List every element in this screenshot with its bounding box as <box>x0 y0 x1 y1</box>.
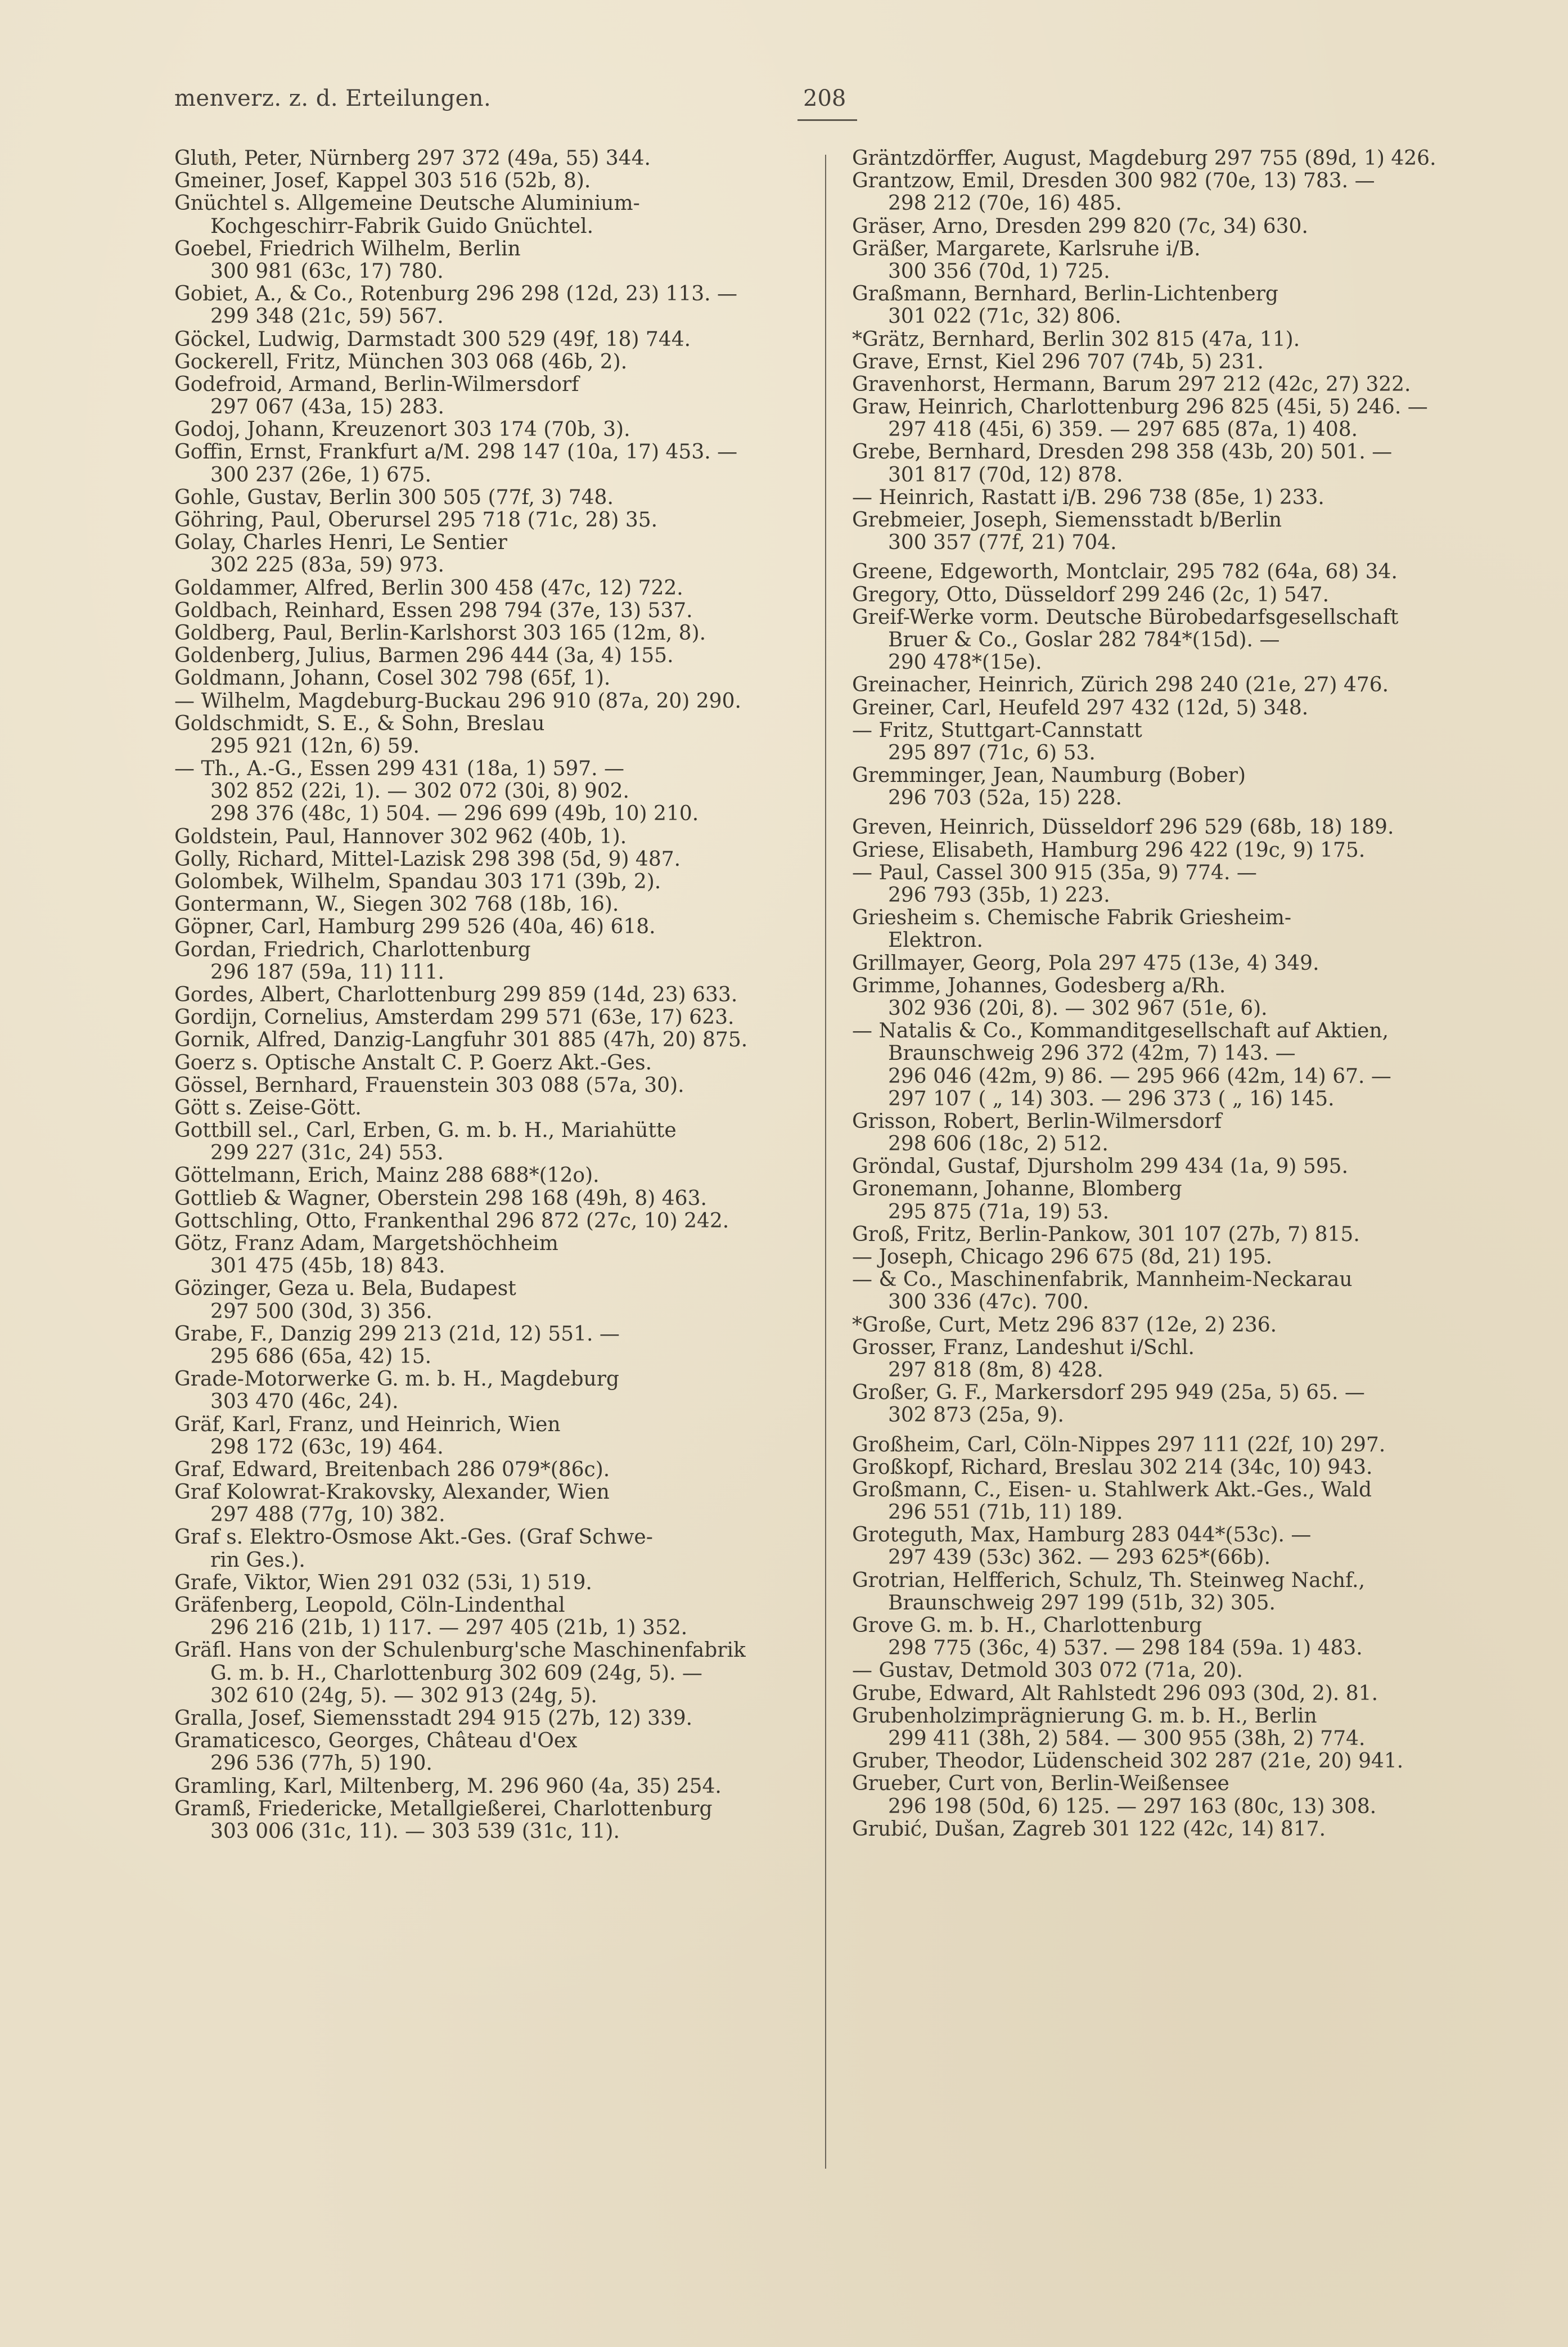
index-entry-line: Gohle, Gustav, Berlin 300 505 (77f, 3) 748. <box>174 485 614 509</box>
page-header <box>174 84 905 129</box>
index-entry-line: Grisson, Robert, Berlin-Wilmersdorf <box>852 1109 1222 1133</box>
index-entry-line: — Joseph, Chicago 296 675 (8d, 21) 195. <box>852 1246 1273 1269</box>
index-entry-line: Goldammer, Alfred, Berlin 300 458 (47c, 12) 722. <box>174 576 683 600</box>
index-entry-line: Gözinger, Geza u. Bela, Budapest <box>174 1277 516 1301</box>
entry-continuation-line: 299 227 (31c, 24) 553. <box>210 1141 444 1165</box>
entry-continuation-line: 302 936 (20i, 8). — 302 967 (51e, 6). <box>888 996 1268 1020</box>
index-entry-line: Goebel, Friedrich Wilhelm, Berlin <box>174 237 521 260</box>
index-entry-line: Gralla, Josef, Siemensstadt 294 915 (27b, 12) 339. <box>174 1706 693 1730</box>
index-entry-line: Gössel, Bernhard, Frauenstein 303 088 (57a, 30). <box>174 1073 684 1097</box>
index-entry-line: — Natalis & Co., Kommanditgesellschaft auf Aktien, <box>852 1019 1389 1043</box>
index-entry-line: Gordijn, Cornelius, Amsterdam 299 571 (63e, 17) 623. <box>174 1006 735 1029</box>
page-number: 208 <box>803 86 846 111</box>
index-entry-line: Grove G. m. b. H., Charlottenburg <box>852 1614 1202 1637</box>
index-entry-line: Graf, Edward, Breitenbach 286 079*(86c). <box>174 1458 610 1481</box>
index-entry-line: Greinacher, Heinrich, Zürich 298 240 (21e, 27) 476. <box>852 673 1389 697</box>
index-entry-line: — & Co., Maschinenfabrik, Mannheim-Neckarau <box>852 1268 1353 1292</box>
entry-continuation-line: Kochgeschirr-Fabrik Guido Gnüchtel. <box>210 214 594 238</box>
entry-continuation-line: 295 897 (71c, 6) 53. <box>888 741 1096 765</box>
index-entry-line: Gockerell, Fritz, München 303 068 (46b, 2). <box>174 350 628 374</box>
index-entry-line: Grueber, Curt von, Berlin-Weißensee <box>852 1772 1229 1796</box>
index-entry-line: Gramß, Friedericke, Metallgießerei, Charlottenburg <box>174 1797 713 1820</box>
entry-continuation-line: Bruer & Co., Goslar 282 784*(15d). — <box>888 628 1280 651</box>
index-entry-line: — Paul, Cassel 300 915 (35a, 9) 774. — <box>852 861 1257 884</box>
index-entry-line: Groß, Fritz, Berlin-Pankow, 301 107 (27b, 7) 815. <box>852 1222 1360 1246</box>
entry-continuation-line: 298 172 (63c, 19) 464. <box>210 1435 444 1459</box>
entry-continuation-line: Braunschweig 296 372 (42m, 7) 143. — <box>888 1042 1296 1065</box>
index-entry-line: Göpner, Carl, Hamburg 299 526 (40a, 46) 618. <box>174 915 656 939</box>
entry-continuation-line: 302 610 (24g, 5). — 302 913 (24g, 5). <box>210 1684 597 1707</box>
entry-continuation-line: 295 875 (71a, 19) 53. <box>888 1200 1110 1224</box>
index-entry-line: Graf Kolowrat-Krakovsky, Alexander, Wien <box>174 1481 610 1504</box>
entry-continuation-line: 300 357 (77f, 21) 704. <box>888 531 1117 555</box>
entry-continuation-line: 298 606 (18c, 2) 512. <box>888 1132 1109 1156</box>
index-entry-line: Grubenholzimprägnierung G. m. b. H., Berlin <box>852 1704 1317 1728</box>
entry-continuation-line: 297 500 (30d, 3) 356. <box>210 1300 432 1323</box>
index-entry-line: Graßmann, Bernhard, Berlin-Lichtenberg <box>852 282 1278 306</box>
entry-continuation-line: 303 470 (46c, 24). <box>210 1390 399 1414</box>
index-entry-line: Grillmayer, Georg, Pola 297 475 (13e, 4) 349. <box>852 951 1319 975</box>
index-entry-line: *Große, Curt, Metz 296 837 (12e, 2) 236. <box>852 1313 1277 1337</box>
index-entry-line: Gottlieb & Wagner, Oberstein 298 168 (49h, 8) 463. <box>174 1186 707 1210</box>
entry-continuation-line: 300 981 (63c, 17) 780. <box>210 259 444 283</box>
index-entry-line: — Fritz, Stuttgart-Cannstatt <box>852 718 1142 742</box>
index-entry-line: Gött s. Zeise-Gött. <box>174 1096 362 1119</box>
index-entry-line: Grave, Ernst, Kiel 296 707 (74b, 5) 231. <box>852 350 1264 374</box>
index-entry-line: Gnüchtel s. Allgemeine Deutsche Aluminium- <box>174 192 640 215</box>
entry-continuation-line: rin Ges.). <box>210 1548 305 1572</box>
index-entry-line: Gottbill sel., Carl, Erben, G. m. b. H., Mariahütte <box>174 1119 677 1143</box>
index-entry-line: — Gustav, Detmold 303 072 (71a, 20). <box>852 1659 1243 1683</box>
index-entry-line: Greif-Werke vorm. Deutsche Bürobedarfsgesellschaft <box>852 605 1399 629</box>
index-entry-line: — Wilhelm, Magdeburg-Buckau 296 910 (87a, 20) 290. <box>174 689 741 713</box>
index-entry-line: Griesheim s. Chemische Fabrik Griesheim- <box>852 906 1292 930</box>
index-entry-line: Gruber, Theodor, Lüdenscheid 302 287 (21e, 20) 941. <box>852 1750 1404 1773</box>
index-entry-line: Goldbach, Reinhard, Essen 298 794 (37e, 13) 537. <box>174 599 693 622</box>
entry-continuation-line: Braunschweig 297 199 (51b, 32) 305. <box>888 1591 1276 1615</box>
index-entry-line: Gräf, Karl, Franz, und Heinrich, Wien <box>174 1413 561 1436</box>
index-entry-line: Graw, Heinrich, Charlottenburg 296 825 (45i, 5) 246. — <box>852 395 1428 419</box>
index-entry-line: Griese, Elisabeth, Hamburg 296 422 (19c, 9) 175. <box>852 838 1366 862</box>
entry-continuation-line: 301 817 (70d, 12) 878. <box>888 463 1123 487</box>
index-entry-line: Greven, Heinrich, Düsseldorf 296 529 (68b, 18) 189. <box>852 816 1394 839</box>
column-divider <box>825 155 826 2169</box>
index-entry-line: Goldberg, Paul, Berlin-Karlshorst 303 165 (12m, 8). <box>174 621 706 645</box>
paper-stain <box>213 156 219 164</box>
index-entry-line: Göttelmann, Erich, Mainz 288 688*(12o). <box>174 1164 600 1188</box>
index-entry-line: Golly, Richard, Mittel-Lazisk 298 398 (5d, 9) 487. <box>174 847 681 871</box>
entry-continuation-line: 297 488 (77g, 10) 382. <box>210 1503 445 1527</box>
index-entry-line: Goldstein, Paul, Hannover 302 962 (40b, 1). <box>174 825 627 848</box>
index-entry-line: Großheim, Carl, Cöln-Nippes 297 111 (22f, 10) 297. <box>852 1433 1386 1456</box>
entry-continuation-line: 296 536 (77h, 5) 190. <box>210 1752 432 1775</box>
index-entry-line: Gordan, Friedrich, Charlottenburg <box>174 938 531 961</box>
index-entry-line: Grebe, Bernhard, Dresden 298 358 (43b, 20) 501. — <box>852 440 1393 464</box>
index-entry-line: Greene, Edgeworth, Montclair, 295 782 (64a, 68) 34. <box>852 560 1398 584</box>
entry-continuation-line: 302 225 (83a, 59) 973. <box>210 554 444 577</box>
entry-continuation-line: 297 107 ( „ 14) 303. — 296 373 ( „ 16) 145. <box>888 1087 1335 1110</box>
entry-continuation-line: 296 216 (21b, 1) 117. — 297 405 (21b, 1) 352. <box>210 1616 688 1640</box>
entry-continuation-line: 299 411 (38h, 2) 584. — 300 955 (38h, 2) 774. <box>888 1726 1366 1750</box>
index-entry-line: Grotrian, Helfferich, Schulz, Th. Steinweg Nachf., <box>852 1568 1366 1592</box>
index-entry-line: Göhring, Paul, Oberursel 295 718 (71c, 28) 35. <box>174 509 658 532</box>
page-number-rule <box>797 119 857 121</box>
index-entry-line: Gräntzdörffer, August, Magdeburg 297 755 (89d, 1) 426. <box>852 147 1436 170</box>
index-entry-line: Gottschling, Otto, Frankenthal 296 872 (27c, 10) 242. <box>174 1209 729 1233</box>
index-entry-line: Grade-Motorwerke G. m. b. H., Magdeburg <box>174 1368 619 1391</box>
entry-continuation-line: Elektron. <box>888 929 983 952</box>
index-entry-line: Gräßer, Margarete, Karlsruhe i/B. <box>852 237 1201 260</box>
entry-continuation-line: 296 793 (35b, 1) 223. <box>888 884 1110 907</box>
index-entry-line: Gregory, Otto, Düsseldorf 299 246 (2c, 1) 547. <box>852 583 1330 606</box>
entry-continuation-line: 296 198 (50d, 6) 125. — 297 163 (80c, 13) 308. <box>888 1795 1377 1818</box>
index-entry-line: Gluth, Peter, Nürnberg 297 372 (49a, 55) 344. <box>174 147 651 170</box>
right-column <box>852 147 1533 1841</box>
index-entry-line: Gravenhorst, Hermann, Barum 297 212 (42c, 27) 322. <box>852 372 1411 396</box>
entry-continuation-line: 295 686 (65a, 42) 15. <box>210 1345 432 1368</box>
entry-continuation-line: 298 376 (48c, 1) 504. — 296 699 (49b, 10) 210. <box>210 802 699 826</box>
entry-continuation-line: 295 921 (12n, 6) 59. <box>210 734 420 758</box>
index-entry-line: Greiner, Carl, Heufeld 297 432 (12d, 5) 348. <box>852 696 1309 720</box>
index-entry-line: Gramling, Karl, Miltenberg, M. 296 960 (4a, 35) 254. <box>174 1774 722 1798</box>
index-entry-line: Gontermann, W., Siegen 302 768 (18b, 16). <box>174 893 619 916</box>
index-entry-line: Gröndal, Gustaf, Djursholm 299 434 (1a, 9) 595. <box>852 1155 1349 1179</box>
entry-continuation-line: 299 348 (21c, 59) 567. <box>210 305 444 329</box>
index-entry-line: Grafe, Viktor, Wien 291 032 (53i, 1) 519. <box>174 1571 592 1594</box>
index-entry-line: Götz, Franz Adam, Margetshöchheim <box>174 1232 558 1255</box>
entry-continuation-line: 300 356 (70d, 1) 725. <box>888 259 1110 283</box>
index-entry-line: Gornik, Alfred, Danzig-Langfuhr 301 885 (47h, 20) 875. <box>174 1028 748 1052</box>
index-entry-line: Goffin, Ernst, Frankfurt a/M. 298 147 (10a, 17) 453. — <box>174 440 738 464</box>
index-entry-line: — Th., A.-G., Essen 299 431 (18a, 1) 597. — <box>174 757 625 781</box>
index-entry-line: Gräser, Arno, Dresden 299 820 (7c, 34) 630. <box>852 214 1308 238</box>
index-entry-line: Grabe, F., Danzig 299 213 (21d, 12) 551. — <box>174 1322 620 1346</box>
entry-continuation-line: 302 873 (25a, 9). <box>888 1404 1064 1427</box>
entry-continuation-line: 301 022 (71c, 32) 806. <box>888 305 1121 329</box>
entry-continuation-line: 297 818 (8m, 8) 428. <box>888 1358 1103 1382</box>
entry-continuation-line: 296 187 (59a, 11) 111. <box>210 960 444 984</box>
index-entry-line: Großkopf, Richard, Breslau 302 214 (34c, 10) 943. <box>852 1455 1373 1479</box>
index-entry-line: Göckel, Ludwig, Darmstadt 300 529 (49f, 18) 744. <box>174 327 691 351</box>
index-entry-line: Grubić, Dušan, Zagreb 301 122 (42c, 14) 817. <box>852 1817 1326 1841</box>
index-entry-line: Gmeiner, Josef, Kappel 303 516 (52b, 8). <box>174 169 591 193</box>
entry-continuation-line: G. m. b. H., Charlottenburg 302 609 (24g, 5). — <box>210 1661 702 1685</box>
index-entry-line: Grosser, Franz, Landeshut i/Schl. <box>852 1336 1195 1359</box>
index-entry-line: Groteguth, Max, Hamburg 283 044*(53c). — <box>852 1523 1312 1547</box>
index-entry-line: Gräfenberg, Leopold, Cöln-Lindenthal <box>174 1594 565 1617</box>
entry-continuation-line: 290 478*(15e). <box>888 651 1042 675</box>
entry-continuation-line: 301 475 (45b, 18) 843. <box>210 1255 445 1278</box>
index-entry-line: Grimme, Johannes, Godesberg a/Rh. <box>852 974 1226 997</box>
entry-continuation-line: 298 775 (36c, 4) 537. — 298 184 (59a. 1) 483. <box>888 1636 1363 1660</box>
index-entry-line: Gronemann, Johanne, Blomberg <box>852 1177 1182 1201</box>
entry-continuation-line: 297 418 (45i, 6) 359. — 297 685 (87a, 1) 408. <box>888 418 1358 442</box>
entry-continuation-line: 300 336 (47c). 700. <box>888 1291 1089 1314</box>
index-entry-line: Gobiet, A., & Co., Rotenburg 296 298 (12d, 23) 113. — <box>174 282 738 306</box>
entry-continuation-line: 303 006 (31c, 11). — 303 539 (31c, 11). <box>210 1819 620 1843</box>
running-head: menverz. z. d. Erteilungen. <box>174 86 492 111</box>
index-entry-line: Grube, Edward, Alt Rahlstedt 296 093 (30d, 2). 81. <box>852 1681 1378 1705</box>
index-entry-line: Gremminger, Jean, Naumburg (Bober) <box>852 764 1246 788</box>
index-entry-line: — Heinrich, Rastatt i/B. 296 738 (85e, 1) 233. <box>852 485 1324 509</box>
left-column <box>174 147 804 1843</box>
entry-continuation-line: 297 067 (43a, 15) 283. <box>210 395 444 419</box>
paper-stain <box>1101 629 1105 634</box>
index-entry-line: Gräfl. Hans von der Schulenburg'sche Maschinenfabrik <box>174 1639 746 1662</box>
index-entry-line: Grebmeier, Joseph, Siemensstadt b/Berlin <box>852 509 1282 532</box>
index-entry-line: Goldmann, Johann, Cosel 302 798 (65f, 1). <box>174 667 611 690</box>
index-entry-line: Goldenberg, Julius, Barmen 296 444 (3a, 4) 155. <box>174 644 674 668</box>
index-entry-line: Großer, G. F., Markersdorf 295 949 (25a, 5) 65. — <box>852 1381 1365 1405</box>
index-entry-line: Golombek, Wilhelm, Spandau 303 171 (39b, 2). <box>174 870 661 893</box>
index-entry-line: Gordes, Albert, Charlottenburg 299 859 (14d, 23) 633. <box>174 983 738 1006</box>
entry-continuation-line: 298 212 (70e, 16) 485. <box>888 192 1122 215</box>
index-entry-line: Golay, Charles Henri, Le Sentier <box>174 531 507 555</box>
entry-continuation-line: 296 046 (42m, 9) 86. — 295 966 (42m, 14) 67. — <box>888 1064 1391 1088</box>
index-entry-line: Godefroid, Armand, Berlin-Wilmersdorf <box>174 372 579 396</box>
index-entry-line: Goldschmidt, S. E., & Sohn, Breslau <box>174 712 545 735</box>
entry-continuation-line: 296 551 (71b, 11) 189. <box>888 1501 1123 1525</box>
index-entry-line: Grantzow, Emil, Dresden 300 982 (70e, 13) 783. — <box>852 169 1375 193</box>
entry-continuation-line: 297 439 (53c) 362. — 293 625*(66b). <box>888 1546 1271 1570</box>
entry-continuation-line: 302 852 (22i, 1). — 302 072 (30i, 8) 902. <box>210 780 629 803</box>
index-entry-line: Graf s. Elektro-Osmose Akt.-Ges. (Graf Schwe- <box>174 1526 653 1549</box>
index-entry-line: *Grätz, Bernhard, Berlin 302 815 (47a, 11). <box>852 327 1300 351</box>
index-entry-line: Godoj, Johann, Kreuzenort 303 174 (70b, 3). <box>174 418 630 442</box>
index-entry-line: Gramaticesco, Georges, Château d'Oex <box>174 1729 578 1753</box>
index-entry-line: Goerz s. Optische Anstalt C. P. Goerz Akt.-Ges. <box>174 1051 652 1074</box>
entry-continuation-line: 300 237 (26e, 1) 675. <box>210 463 431 487</box>
index-entry-line: Großmann, C., Eisen- u. Stahlwerk Akt.-Ges., Wald <box>852 1478 1372 1501</box>
entry-continuation-line: 296 703 (52a, 15) 228. <box>888 786 1122 810</box>
